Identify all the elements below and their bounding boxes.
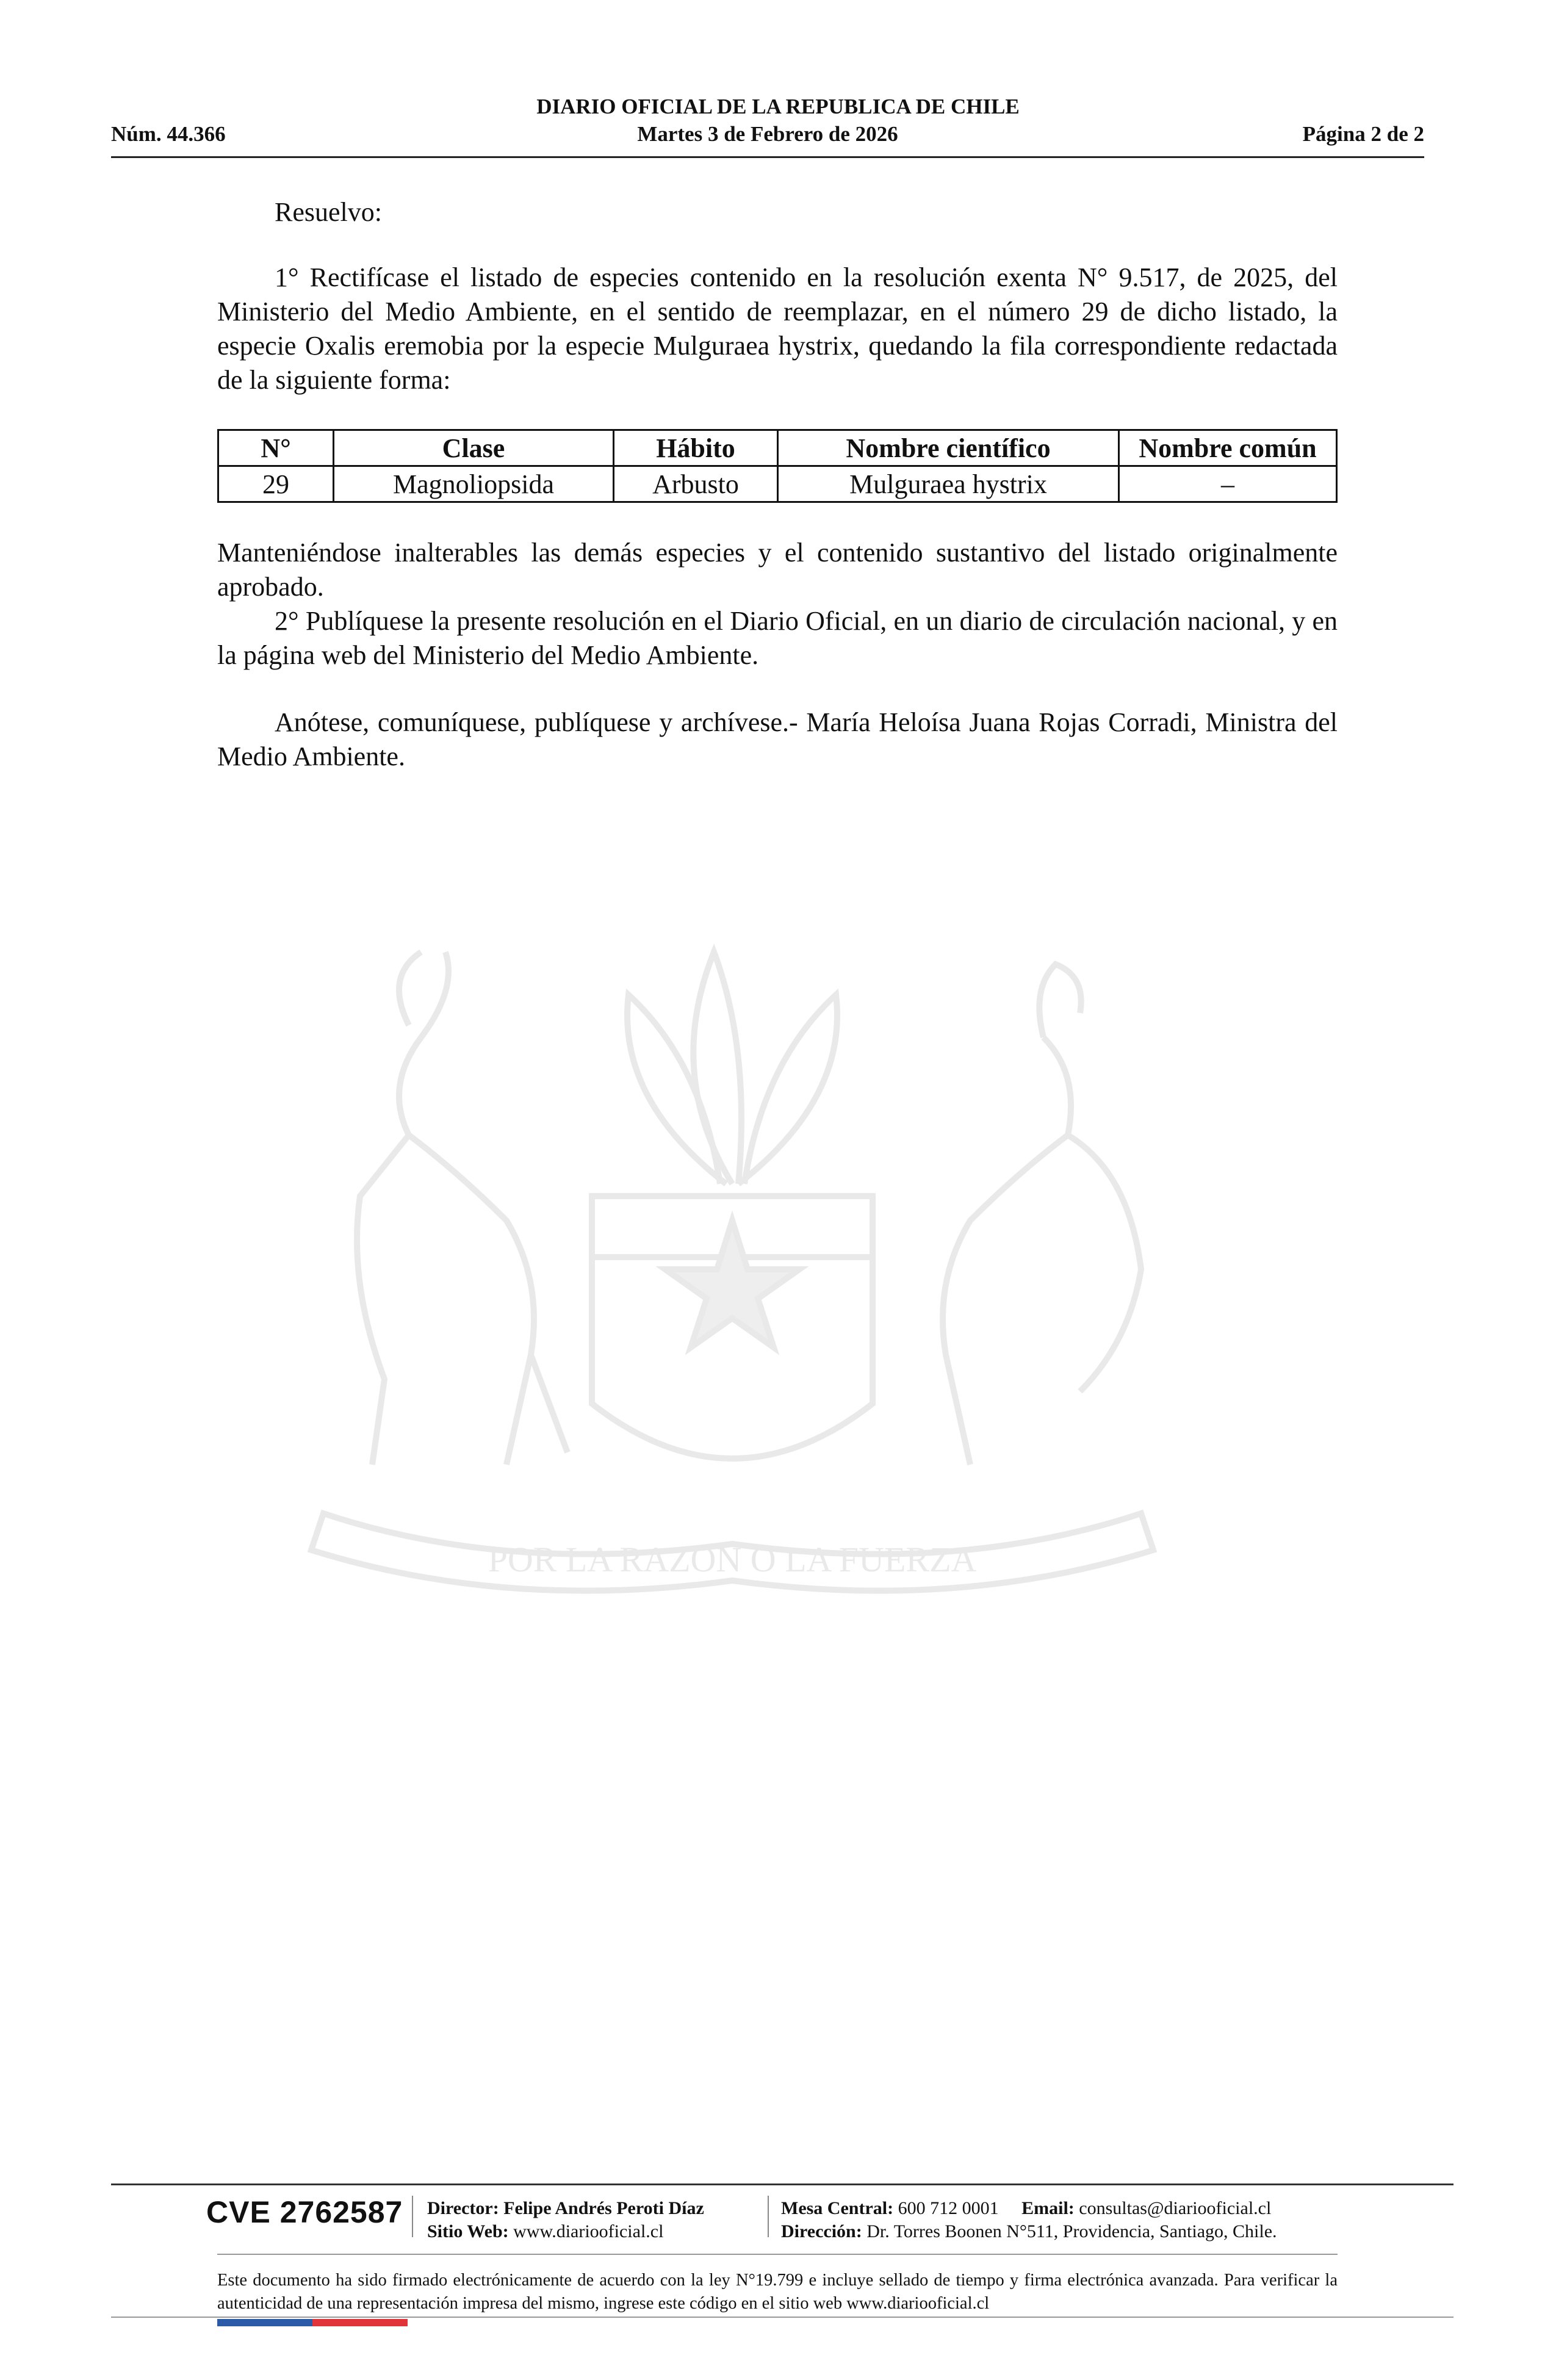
footer-divider-middle: [217, 2254, 1338, 2255]
cell-class: Magnoliopsida: [334, 466, 614, 502]
article-1-paragraph: 1° Rectifícase el listado de especies contenido en la resolución exenta N° 9.517, de 2025, del Ministerio del Medio Ambiente, en el sentido de reemplazar, en el número 29 de dicho listado, la especie Oxalis eremobia por la especie Mulguraea hystrix, quedando la fila correspondiente redactada de la siguiente forma:: [217, 262, 1338, 395]
newspaper-title: DIARIO OFICIAL DE LA REPUBLICA DE CHILE: [536, 95, 1020, 118]
address-text: Dr. Torres Boonen N°511, Providencia, Santiago, Chile.: [866, 2221, 1277, 2241]
legal-notice: Este documento ha sido firmado electrónicamente de acuerdo con la ley N°19.799 e incluye sellado de tiempo y firma electrónica avanzada. Para verificar la autenticidad de una representación impresa del mismo, ingrese este código en el sitio web www.diariooficial.cl: [217, 2271, 1338, 2313]
coat-of-arms-watermark: [201, 854, 1263, 1672]
table-header-row: [218, 430, 1337, 466]
continuation-paragraph: Manteniéndose inalterables las demás especies y el contenido sustantivo del listado originalmente aprobado.: [217, 538, 1338, 602]
cve-code: CVE 2762587: [206, 2195, 403, 2229]
footer-separator: [412, 2196, 413, 2237]
watermark-motto: POR LA RAZON O LA FUERZA: [488, 1540, 977, 1579]
column-header-class: Clase: [334, 430, 614, 466]
phone-label: Mesa Central:: [781, 2198, 894, 2218]
table-row: [218, 466, 1337, 502]
cell-scientific-name: Mulguraea hystrix: [778, 466, 1119, 502]
footer-separator: [768, 2196, 769, 2237]
article-2-paragraph: 2° Publíquese la presente resolución en el Diario Oficial, en un diario de circulación nacional, y en la página web del Ministerio del Medio Ambiente.: [217, 606, 1338, 670]
species-table: [217, 429, 1338, 503]
cell-number: 29: [218, 466, 334, 502]
phone-number: 600 712 0001: [898, 2198, 999, 2218]
website-link[interactable]: www.diariooficial.cl: [513, 2221, 664, 2241]
issue-date: Martes 3 de Febrero de 2026: [637, 122, 898, 146]
website-label: Sitio Web:: [427, 2221, 509, 2241]
director-label: Director:: [427, 2198, 499, 2218]
address-label: Dirección:: [781, 2221, 862, 2241]
resuelvo-heading: Resuelvo:: [275, 197, 382, 227]
column-header-common-name: Nombre común: [1119, 430, 1337, 466]
director-info: [427, 2197, 704, 2243]
header-row: [111, 122, 1424, 149]
closing-signature-paragraph: Anótese, comuníquese, publíquese y archívese.- María Heloísa Juana Rojas Corradi, Ministra del Medio Ambiente.: [217, 707, 1338, 771]
page-indicator: Página 2 de 2: [1302, 122, 1424, 146]
column-header-scientific-name: Nombre científico: [778, 430, 1119, 466]
footer-divider-top: [111, 2183, 1453, 2185]
column-header-number: N°: [218, 430, 334, 466]
cell-common-name: –: [1119, 466, 1337, 502]
header-divider: [111, 156, 1424, 158]
cell-habit: Arbusto: [614, 466, 778, 502]
director-name: Felipe Andrés Peroti Díaz: [503, 2198, 704, 2218]
issue-number: Núm. 44.366: [111, 122, 226, 146]
flag-stripe-red: [312, 2319, 408, 2326]
email-link[interactable]: consultas@diariooficial.cl: [1079, 2198, 1272, 2218]
flag-stripe-blue: [217, 2319, 312, 2326]
footer-divider-bottom: [111, 2317, 1453, 2318]
contact-info: [781, 2197, 1277, 2243]
column-header-habit: Hábito: [614, 430, 778, 466]
email-label: Email:: [1021, 2198, 1075, 2218]
